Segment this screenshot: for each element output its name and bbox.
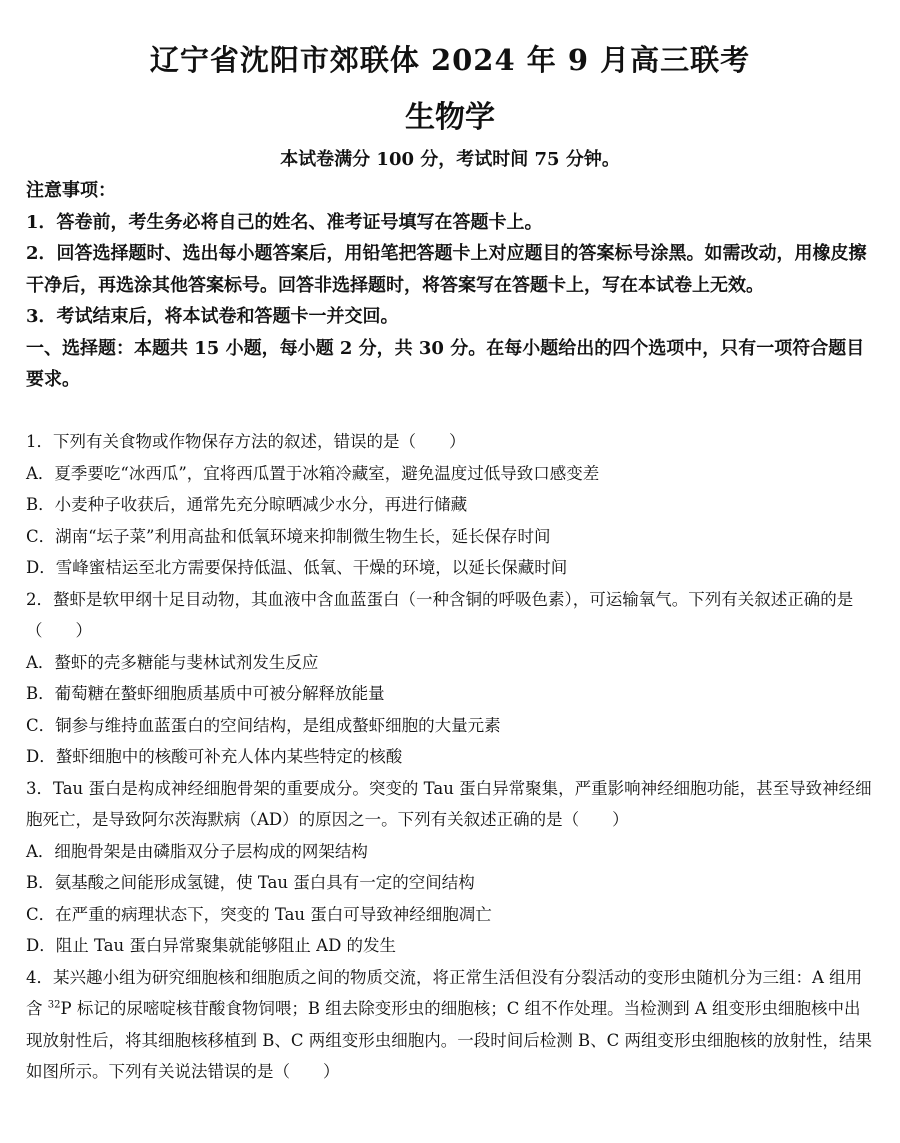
- question-2-option-a: A．螯虾的壳多糖能与斐林试剂发生反应: [26, 652, 319, 672]
- question-1-option-d: D．雪峰蜜桔运至北方需要保持低温、低氧、干燥的环境，以延长保藏时间: [26, 558, 568, 577]
- question-4-stem-part1: 4．某兴趣小组为研究细胞核和细胞质之间的物质交流，将正常生活但没有分裂活动的变形虫随机分为三组：A 组用含: [26, 967, 863, 1018]
- exam-title: 辽宁省沈阳市郊联体 2024 年 9 月高三联考: [149, 43, 751, 77]
- question-1-option-b: B．小麦种子收获后，通常先充分晾晒减少水分，再进行储藏: [26, 495, 468, 514]
- instruction-item: 3．考试结束后，将本试卷和答题卡一并交回。: [26, 306, 399, 327]
- question-list: [26, 426, 874, 1088]
- question-3-option-d: D．阻止 Tau 蛋白异常聚集就能够阻止 AD 的发生: [26, 936, 397, 955]
- section-heading: 一、选择题：本题共 15 小题，每小题 2 分，共 30 分。在每小题给出的四个选项中，只有一项符合题目要求。: [26, 337, 865, 390]
- question-3-option-c: C．在严重的病理状态下，突变的 Tau 蛋白可导致神经细胞凋亡: [26, 904, 492, 924]
- question-2-option-c: C．铜参与维持血蓝蛋白的空间结构，是组成螯虾细胞的大量元素: [26, 715, 501, 735]
- question-4-stem-part2: P 标记的尿嘧啶核苷酸食物饲喂；B 组去除变形虫的细胞核；C 组不作处理。当检测到 A 组变形虫细胞核中出现放射性后，将其细胞核移植到 B、C 两组变形虫细胞内。一段时间后检测 B、C 两组变形虫细胞核的放射性，结果如图所示。下列有关说法错误的是（ ）: [26, 999, 872, 1081]
- question-2-stem: 2．螯虾是软甲纲十足目动物，其血液中含血蓝蛋白（一种含铜的呼吸色素），可运输氧气。下列有关叙述正确的是（ ）: [26, 589, 854, 640]
- isotope-superscript: 32: [47, 999, 61, 1011]
- question-4-stem: [26, 962, 874, 1088]
- instruction-item: 1．答卷前，考生务必将自己的姓名、准考证号填写在答题卡上。: [26, 211, 543, 233]
- question-3-stem: 3．Tau 蛋白是构成神经细胞骨架的重要成分。突变的 Tau 蛋白异常聚集，严重影响神经细胞功能，甚至导致神经细胞死亡，是导致阿尔茨海默病（AD）的原因之一。下列有关叙述正确的是（ ）: [26, 778, 872, 829]
- question-2-option-d: D．螯虾细胞中的核酸可补充人体内某些特定的核酸: [26, 747, 403, 766]
- question-3-option-a: A．细胞骨架是由磷脂双分子层构成的网架结构: [26, 841, 368, 861]
- subject-title: 生物学: [405, 100, 495, 135]
- question-1-stem: 1．下列有关食物或作物保存方法的叙述，错误的是（ ）: [26, 432, 466, 451]
- instructions-heading: 注意事项：: [26, 180, 116, 201]
- question-2-option-b: B．葡萄糖在螯虾细胞质基质中可被分解释放能量: [26, 684, 385, 703]
- instructions: [26, 175, 874, 396]
- question-3-option-b: B．氨基酸之间能形成氢键，使 Tau 蛋白具有一定的空间结构: [26, 873, 475, 892]
- question-1-option-c: C．湖南“坛子菜”利用高盐和低氧环境来抑制微生物生长，延长保存时间: [26, 526, 551, 546]
- exam-intro: 本试卷满分 100 分，考试时间 75 分钟。: [280, 149, 620, 170]
- instruction-item: 2．回答选择题时、选出每小题答案后，用铅笔把答题卡上对应题目的答案标号涂黑。如需改动，用橡皮擦干净后，再选涂其他答案标号。回答非选择题时，将答案写在答题卡上，写在本试卷上无效。: [26, 243, 867, 296]
- question-1-option-a: A．夏季要吃“冰西瓜”，宜将西瓜置于冰箱冷藏室，避免温度过低导致口感变差: [26, 463, 600, 483]
